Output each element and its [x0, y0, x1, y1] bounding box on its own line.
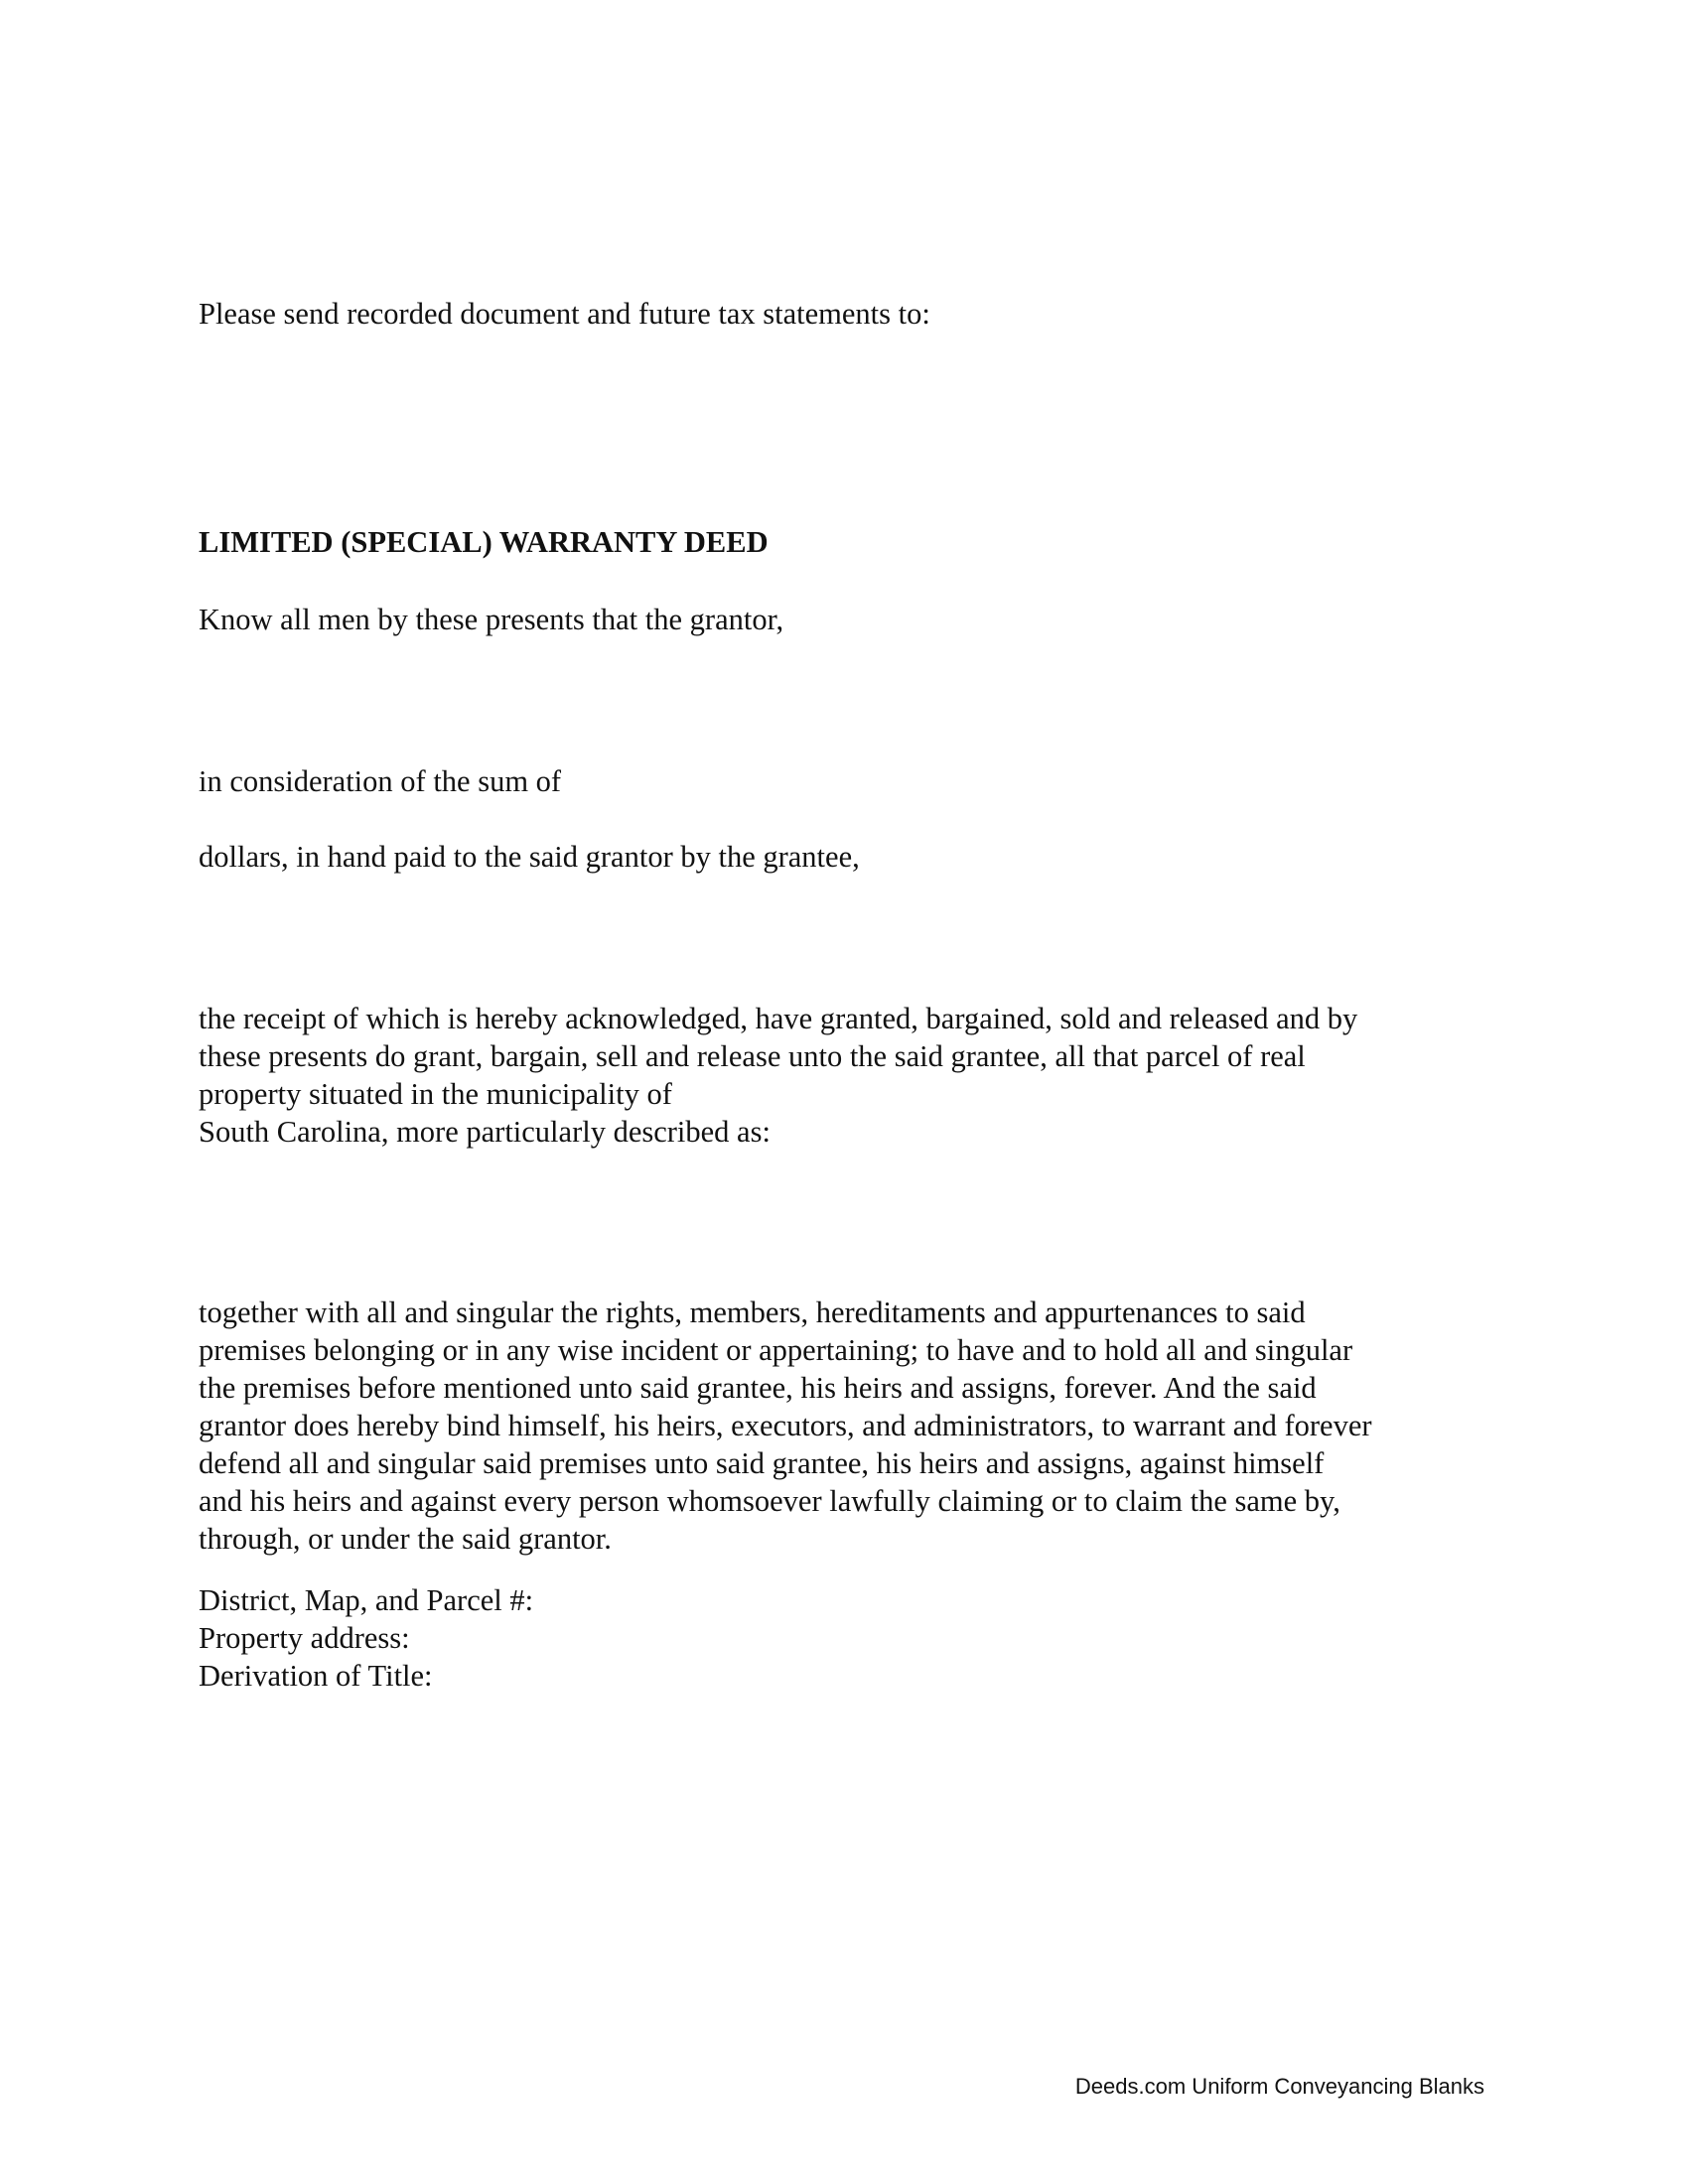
- paragraph-line: defend all and singular said premises unto said grantee, his heirs and assigns, against himself: [199, 1446, 1325, 1480]
- paragraph-line: and his heirs and against every person whomsoever lawfully claiming or to claim the same by,: [199, 1484, 1340, 1518]
- parcel-number-label: District, Map, and Parcel #:: [199, 1583, 534, 1617]
- derivation-of-title-label: Derivation of Title:: [199, 1659, 433, 1693]
- paragraph-line: grantor does hereby bind himself, his heirs, executors, and administrators, to warrant and forever: [199, 1409, 1372, 1442]
- paragraph-line: property situated in the municipality of: [199, 1077, 672, 1111]
- return-to-instruction: Please send recorded document and future tax statements to:: [199, 297, 930, 331]
- paragraph-line: premises belonging or in any wise incident or appertaining; to have and to hold all and singular: [199, 1333, 1353, 1367]
- paragraph-line: the premises before mentioned unto said grantee, his heirs and assigns, forever. And the said: [199, 1371, 1317, 1405]
- page-footer: Deeds.com Uniform Conveyancing Blanks: [1074, 2074, 1484, 2099]
- paragraph-line: these presents do grant, bargain, sell and release unto the said grantee, all that parcel of real: [199, 1039, 1306, 1073]
- grantor-intro: Know all men by these presents that the grantor,: [199, 603, 784, 636]
- grantee-line: dollars, in hand paid to the said grantor by the grantee,: [199, 840, 860, 874]
- property-address-label: Property address:: [199, 1621, 410, 1655]
- document-title: LIMITED (SPECIAL) WARRANTY DEED: [199, 525, 769, 559]
- paragraph-line: through, or under the said grantor.: [199, 1522, 612, 1556]
- paragraph-line: the receipt of which is hereby acknowledged, have granted, bargained, sold and released and by: [199, 1002, 1358, 1035]
- paragraph-line: South Carolina, more particularly described as:: [199, 1115, 771, 1149]
- paragraph-line: together with all and singular the rights, members, hereditaments and appurtenances to said: [199, 1296, 1306, 1329]
- consideration-line: in consideration of the sum of: [199, 764, 562, 798]
